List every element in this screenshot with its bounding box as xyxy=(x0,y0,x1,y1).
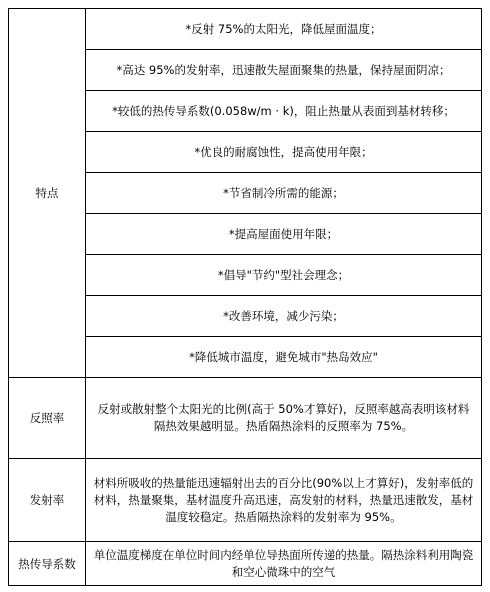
feature-item: *改善环境，减少污染； xyxy=(86,296,482,337)
table-row-emissivity xyxy=(9,459,482,542)
property-table xyxy=(8,8,482,586)
reflectance-label: 反照率 xyxy=(9,378,86,459)
feature-item: *优良的耐腐蚀性，提高使用年限； xyxy=(86,132,482,173)
emissivity-label: 发射率 xyxy=(9,459,86,542)
feature-item: *降低城市温度，避免城市"热岛效应" xyxy=(86,337,482,378)
conductivity-label: 热传导系数 xyxy=(9,542,86,586)
feature-item: *节省制冷所需的能源； xyxy=(86,173,482,214)
emissivity-description: 材料所吸收的热量能迅速辐射出去的百分比(90%以上才算好)，发射率低的材料，热量聚集，基材温度升高迅速，高发射的材料，热量迅速散发，基材温度较稳定。热盾隔热涂料的发射率为 95%。 xyxy=(86,459,482,542)
feature-item: *提高屋面使用年限； xyxy=(86,214,482,255)
feature-item: *倡导"节约"型社会理念； xyxy=(86,255,482,296)
features-label: 特点 xyxy=(9,9,86,378)
table-row-reflectance xyxy=(9,378,482,459)
reflectance-description: 反射或散射整个太阳光的比例(高于 50%才算好)，反照率越高表明该材料隔热效果越明显。热盾隔热涂料的反照率为 75%。 xyxy=(86,378,482,459)
table-row-feature-1 xyxy=(9,9,482,50)
table-row-conductivity xyxy=(9,542,482,586)
feature-item: *高达 95%的发射率，迅速散失屋面聚集的热量，保持屋面阴凉； xyxy=(86,50,482,91)
conductivity-description: 单位温度梯度在单位时间内经单位导热面所传递的热量。隔热涂料利用陶瓷和空心微珠中的空气 xyxy=(86,542,482,586)
feature-item: *较低的热传导系数(0.058w/m · k)，阻止热量从表面到基材转移； xyxy=(86,91,482,132)
feature-item: *反射 75%的太阳光，降低屋面温度； xyxy=(86,9,482,50)
